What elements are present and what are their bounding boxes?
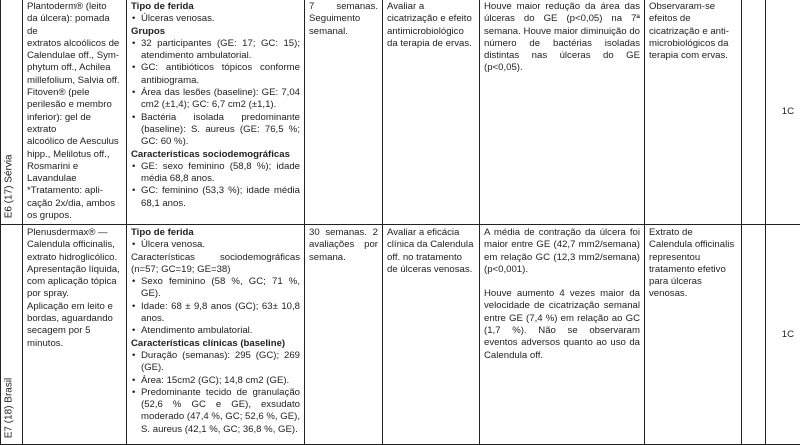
- intervention-line: millefolium, Salvia off.: [27, 75, 122, 87]
- list-item: • 32 participantes (GE: 17; GC: 15); atendimento ambulatorial.: [131, 38, 300, 63]
- study-id: E7 (18) Brasil: [4, 377, 16, 438]
- objective-text: Avaliar a cicatrização e efeito antimicrobiológico da terapia de ervas.: [387, 1, 475, 50]
- intervention-line: Plenusdermax® —: [27, 227, 122, 239]
- intervention-line: phytum off., Achilea: [27, 62, 122, 74]
- grupos-list: [131, 38, 300, 149]
- intervention-line: Plantoderm® (leito: [27, 1, 122, 13]
- list-item: • GC: feminino (53,3 %); idade média 68,1 anos.: [131, 185, 300, 210]
- intervention-line: secagem por 5: [27, 325, 122, 337]
- population-cell: [127, 225, 305, 445]
- intervention-line: perilesão e membro: [27, 99, 122, 111]
- list-item: • Sexo feminino (58 %, GC; 71 %, GE).: [131, 276, 300, 301]
- intervention-line: Rosmarini e Lavandulae: [27, 161, 122, 186]
- list-item: • Área das lesões (baseline): GE: 7,04 cm2 (±1,4); GC: 6,7 cm2 (±1,1).: [131, 87, 300, 112]
- ferida-heading: Tipo de ferida: [131, 1, 300, 13]
- study-id-cell: [1, 0, 23, 225]
- intervention-line: por spray.: [27, 288, 122, 300]
- socio-heading: Características sociodemográficas (n=57; GC=19; GE=38): [131, 252, 300, 277]
- objective-cell: [383, 225, 480, 445]
- intervention-cell: [23, 225, 127, 445]
- clinical-list: [131, 350, 300, 436]
- list-item: • Duração (semanas): 295 (GC); 269 (GE).: [131, 350, 300, 375]
- ferida-heading: Tipo de ferida: [131, 227, 300, 239]
- intervention-line: Aplicação em leito e: [27, 301, 122, 313]
- socio-list: [131, 276, 300, 337]
- duration-cell: [305, 0, 383, 225]
- intervention-line: extrato hidroglicólico.: [27, 252, 122, 264]
- list-item: • Idade: 68 ± 9,8 anos (GC); 63± 10,8 anos.: [131, 301, 300, 326]
- evidence-level-cell: [766, 225, 800, 445]
- blank-cell: [742, 0, 766, 225]
- list-item: • GC: antibióticos tópicos conforme antibiograma.: [131, 62, 300, 87]
- intervention-cell: [23, 0, 127, 225]
- table-row-e7: [1, 225, 800, 445]
- objective-cell: [383, 0, 480, 225]
- intervention-line: Calendula officinalis,: [27, 239, 122, 251]
- list-item: • Bactéria isolada predominante (baseline): S. aureus (GE: 76,5 %; GC: 60 %).: [131, 112, 300, 149]
- conclusion-text: Observaram-se efeitos de cicatrização e anti-microbiológicos da terapia com ervas.: [649, 1, 737, 62]
- intervention-line: bordas, aguardando: [27, 313, 122, 325]
- list-item: • Área: 15cm2 (GC); 14,8 cm2 (GE).: [131, 375, 300, 387]
- objective-text: Avaliar a eficácia clínica da Calendula off. no tratamento de úlceras venosas.: [387, 227, 475, 276]
- intervention-line: hipp., Melilotus off.,: [27, 149, 122, 161]
- study-id-cell: [1, 225, 23, 445]
- list-item: • Atendimento ambulatorial.: [131, 325, 300, 337]
- intervention-line: os grupos.: [27, 210, 122, 222]
- results-text-1: A média de contração da úlcera foi maior entre GE (42,7 mm2/semana) em relação GC (12,3 mm2/semana) (p<0,001).: [484, 227, 640, 276]
- socio-list: [131, 161, 300, 210]
- duration-cell: [305, 225, 383, 445]
- blank-cell: [742, 225, 766, 445]
- conclusion-cell: [645, 0, 742, 225]
- list-item: • Úlcera venosa.: [131, 239, 300, 251]
- intervention-lines: [27, 1, 122, 222]
- grupos-heading: Grupos: [131, 26, 300, 38]
- duration-text: 7 semanas. Seguimento semanal.: [309, 1, 378, 38]
- intervention-line: Fitoven® (pele: [27, 87, 122, 99]
- socio-heading: Características sociodemográficas: [131, 149, 300, 161]
- intervention-line: Apresentação líquida,: [27, 264, 122, 276]
- intervention-line: cação 2x/dia, ambos: [27, 198, 122, 210]
- intervention-line: da úlcera): pomada de: [27, 13, 122, 38]
- clinical-heading: Características clínicas (baseline): [131, 338, 300, 350]
- ferida-list: [131, 239, 300, 251]
- intervention-line: extratos alcoólicos de: [27, 38, 122, 50]
- intervention-line: *Tratamento: apli-: [27, 185, 122, 197]
- list-item: • Predominante tecido de granulação (52,6 % GC e GE), exsudato moderado (47,4 %, GC; 52,6 %, GE), S. aureus (42,1 %, GC; 36,8 %, GE).: [131, 387, 300, 436]
- list-item: • Úlceras venosas.: [131, 13, 300, 25]
- duration-text: 30 semanas. 2 avaliações por semana.: [309, 227, 378, 264]
- results-text-2: Houve aumento 4 vezes maior da velocidade de cicatrização semanal entre GE (7,4 %) em relação ao GC (1,7 %). Não se observaram eventos adversos quanto ao uso da Calendula off.: [484, 288, 640, 362]
- conclusion-text: Extrato de Calendula officinalis representou tratamento efetivo para úlceras venosas.: [649, 227, 737, 301]
- table-row-e6: [1, 0, 800, 225]
- conclusion-cell: [645, 225, 742, 445]
- intervention-line: alcoólico de Aesculus: [27, 136, 122, 148]
- intervention-line: minutos.: [27, 338, 122, 350]
- results-cell: [480, 225, 645, 445]
- evidence-level: 1C: [782, 106, 794, 117]
- list-item: • GE: sexo feminino (58,8 %); idade média 68,8 anos.: [131, 161, 300, 186]
- evidence-level: 1C: [782, 329, 794, 340]
- ferida-list: [131, 13, 300, 25]
- intervention-line: inferior): gel de extrato: [27, 112, 122, 137]
- results-text: Houve maior redução da área das úlceras do GE (p<0,05) na 7ª semana. Houve maior diminuição do número de bactérias isoladas distintas nas úlceras do GE (p<0,05).: [484, 1, 640, 75]
- population-cell: [127, 0, 305, 225]
- intervention-line: Calendulae off., Sym-: [27, 50, 122, 62]
- intervention-line: com aplicação tópica: [27, 276, 122, 288]
- evidence-level-cell: [766, 0, 800, 225]
- results-cell: [480, 0, 645, 225]
- study-id: E6 (17) Sérvia: [4, 154, 16, 218]
